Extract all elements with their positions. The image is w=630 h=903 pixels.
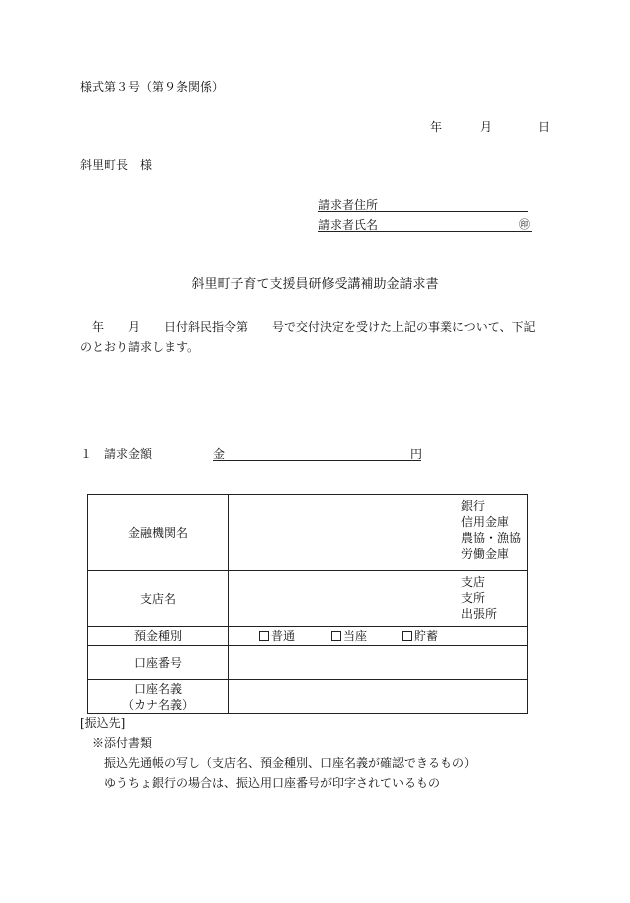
account-number-field[interactable] bbox=[229, 646, 528, 680]
account-type-label: 預金種別 bbox=[88, 627, 229, 646]
amount-number: １ bbox=[80, 447, 93, 461]
applicant-address-field[interactable] bbox=[318, 211, 528, 212]
body-line-1: 年 月 日付斜民指令第 号で交付決定を受けた上記の事業について、下記 bbox=[80, 320, 536, 334]
form-number: 様式第３号（第９条関係） bbox=[80, 80, 225, 94]
table-row bbox=[88, 495, 528, 571]
bank-type-labor: 労働金庫 bbox=[461, 547, 510, 561]
branch-type-sub: 支所 bbox=[461, 591, 486, 605]
account-holder-label: 口座名義 （カナ名義） bbox=[88, 680, 229, 714]
branch-type-office: 出張所 bbox=[461, 607, 498, 621]
seal-mark: ㊞ bbox=[519, 218, 530, 231]
account-holder-kana-label: （カナ名義） bbox=[121, 697, 194, 712]
body-line-2: のとおり請求します。 bbox=[80, 340, 200, 354]
attachment-1: 振込先通帳の写し（支店名、預金種別、口座名義が確認できるもの） bbox=[104, 756, 477, 770]
account-type-futsu[interactable]: 普通 bbox=[259, 627, 295, 645]
table-row bbox=[88, 680, 528, 714]
branch-name-label: 支店名 bbox=[88, 571, 229, 627]
checkbox-icon[interactable] bbox=[331, 631, 341, 641]
bank-type-options bbox=[461, 498, 521, 562]
checkbox-icon[interactable] bbox=[259, 631, 269, 641]
bank-type-agri: 農協・漁協 bbox=[461, 531, 522, 545]
document-title: 斜里町子育て支援員研修受講補助金請求書 bbox=[191, 277, 439, 292]
bank-type-credit: 信用金庫 bbox=[461, 515, 510, 529]
account-holder-field[interactable] bbox=[229, 680, 528, 714]
applicant-name-label: 請求者氏名 bbox=[318, 218, 379, 232]
account-number-label: 口座番号 bbox=[88, 646, 229, 680]
amount-label: 請求金額 bbox=[104, 447, 153, 461]
date-year-label: 年 bbox=[430, 120, 443, 134]
amount-field[interactable] bbox=[213, 460, 421, 461]
transfer-label: [振込先] bbox=[80, 716, 126, 730]
attachment-2: ゆうちょ銀行の場合は、振込用口座番号が印字されているもの bbox=[104, 776, 441, 790]
bank-name-field[interactable] bbox=[229, 495, 528, 571]
branch-type-options bbox=[461, 574, 497, 622]
branch-type-branch: 支店 bbox=[461, 575, 486, 589]
account-type-chochiku[interactable]: 貯蓄 bbox=[402, 627, 438, 645]
date-month-label: 月 bbox=[480, 120, 493, 134]
table-row bbox=[88, 571, 528, 627]
amount-suffix: 円 bbox=[410, 447, 423, 461]
amount-prefix: 金 bbox=[213, 447, 226, 461]
checkbox-icon[interactable] bbox=[402, 631, 412, 641]
date-day-label: 日 bbox=[538, 120, 551, 134]
attachments-title: ※添付書類 bbox=[92, 736, 153, 750]
bank-name-label: 金融機関名 bbox=[88, 495, 229, 571]
bank-type-bank: 銀行 bbox=[461, 499, 486, 513]
addressee: 斜里町長 様 bbox=[80, 158, 153, 172]
bank-table bbox=[87, 494, 528, 714]
branch-name-field[interactable] bbox=[229, 571, 528, 627]
account-type-field bbox=[229, 627, 528, 646]
account-type-toza[interactable]: 当座 bbox=[331, 627, 367, 645]
applicant-name-field[interactable] bbox=[318, 231, 532, 232]
table-row bbox=[88, 646, 528, 680]
applicant-address-label: 請求者住所 bbox=[318, 198, 379, 212]
table-row bbox=[88, 627, 528, 646]
